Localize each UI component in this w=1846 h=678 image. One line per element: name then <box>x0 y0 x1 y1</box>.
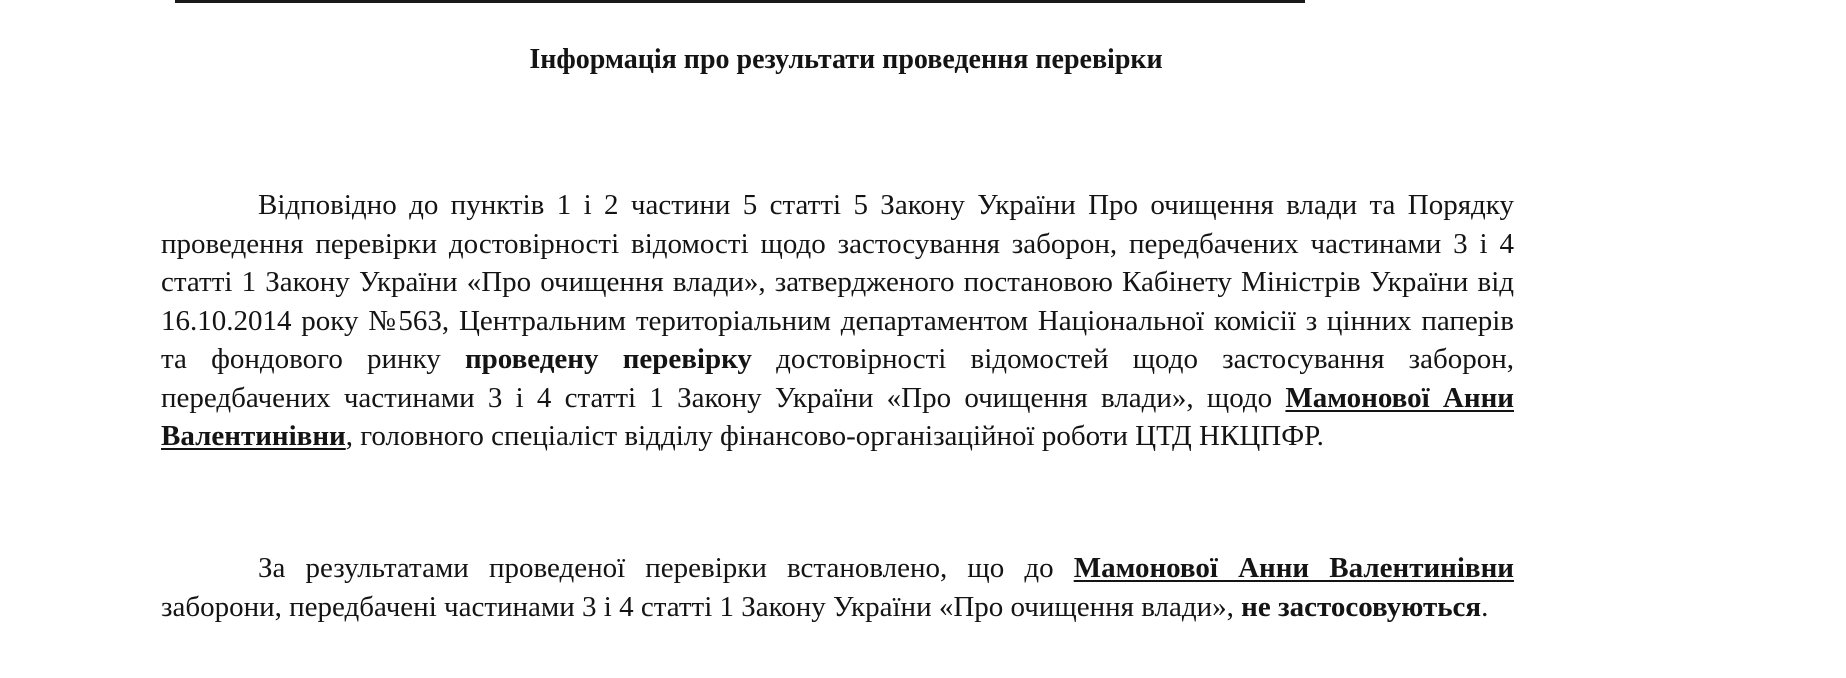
paragraph1-intro: Відповідно до пунктів 1 і 2 частини 5 статті 5 Закону України Про очищення влади та Порядку проведення перевірки достовірності відомості щодо застосування заборон, передбачених частинами 3 і 4 статті 1 Закону України «Про очищення влади», затвердженого постановою Кабінету Міністрів України від 16.10.2014 року №563, Центральним територіальним департаментом Національної комісії з цінних паперів та фондового ринку <box>161 189 1514 375</box>
paragraph1-bold-check: проведену перевірку <box>464 343 752 375</box>
paragraph-verification-basis <box>161 186 1514 456</box>
paragraph1-person-name: Мамонової Анни Валентинівни <box>161 381 1514 452</box>
paragraph2-end: . <box>1481 590 1489 623</box>
paragraph2-person-name: Мамонової Анни Валентинівни <box>1073 552 1514 584</box>
paragraph-verification-result <box>161 549 1514 626</box>
paragraph2-middle: заборони, передбачені частинами 3 і 4 статті 1 Закону України «Про очищення влади», <box>161 590 1242 623</box>
paragraph1-position: , головного спеціаліст відділу фінансово-організаційної роботи ЦТД НКЦПФР. <box>345 420 1324 452</box>
paragraph1-middle: достовірності відомостей щодо застосування заборон, передбачених частинами 3 і 4 статті 1 Закону України «Про очищення влади», щодо <box>161 343 1514 414</box>
paragraph2-intro: За результатами проведеної перевірки встановлено, що до <box>258 552 1074 584</box>
document-title: Інформація про результати проведення перевірки <box>529 44 1163 75</box>
top-rule <box>175 0 1305 3</box>
paragraph2-result: не застосовуються <box>1241 590 1482 623</box>
